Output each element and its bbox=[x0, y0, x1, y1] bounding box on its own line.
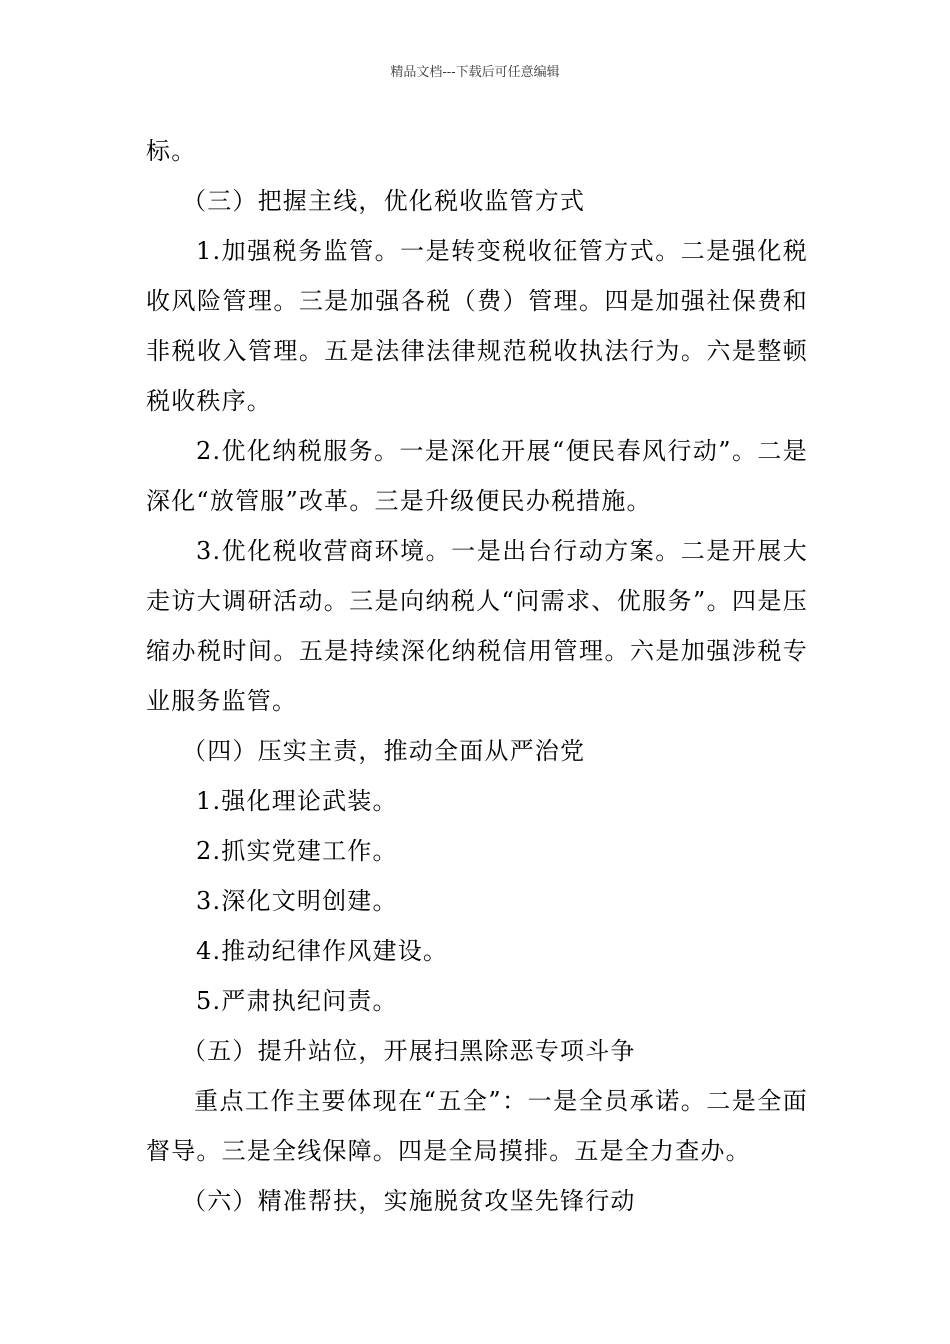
list-item-civilization: 3.深化文明创建。 bbox=[196, 887, 398, 915]
section-heading-3: （三）把握主线，优化税收监管方式 bbox=[182, 187, 586, 215]
list-item-party-building: 2.抓实党建工作。 bbox=[196, 837, 398, 865]
list-item-theory: 1.强化理论武装。 bbox=[196, 787, 398, 815]
document-body bbox=[146, 126, 808, 1226]
section-heading-6: （六）精准帮扶，实施脱贫攻坚先锋行动 bbox=[182, 1187, 636, 1215]
paragraph-continuation: 标。 bbox=[146, 137, 197, 165]
list-item-discipline: 4.推动纪律作风建设。 bbox=[196, 937, 449, 965]
paragraph-tax-service: 2.优化纳税服务。一是深化开展“便民春风行动”。二是深化“放管服”改革。三是升级便民办税措施。 bbox=[146, 437, 808, 515]
page-header: 精品文档---下载后可任意编辑 bbox=[390, 65, 560, 80]
paragraph-business-environment: 3.优化税收营商环境。一是出台行动方案。二是开展大走访大调研活动。三是向纳税人“问需求、优服务”。四是压缩办税时间。五是持续深化纳税信用管理。六是加强涉税专业服务监管。 bbox=[146, 537, 808, 715]
list-item-accountability: 5.严肃执纪问责。 bbox=[196, 987, 398, 1015]
section-heading-4: （四）压实主责，推动全面从严治党 bbox=[182, 737, 586, 765]
paragraph-five-full: 重点工作主要体现在“五全”：一是全员承诺。二是全面督导。三是全线保障。四是全局摸排。五是全力查办。 bbox=[146, 1087, 808, 1165]
paragraph-tax-supervision: 1.加强税务监管。一是转变税收征管方式。二是强化税收风险管理。三是加强各税（费）管理。四是加强社保费和非税收入管理。五是法律法律规范税收执法行为。六是整顿税收秩序。 bbox=[146, 237, 808, 415]
section-heading-5: （五）提升站位，开展扫黑除恶专项斗争 bbox=[182, 1037, 636, 1065]
